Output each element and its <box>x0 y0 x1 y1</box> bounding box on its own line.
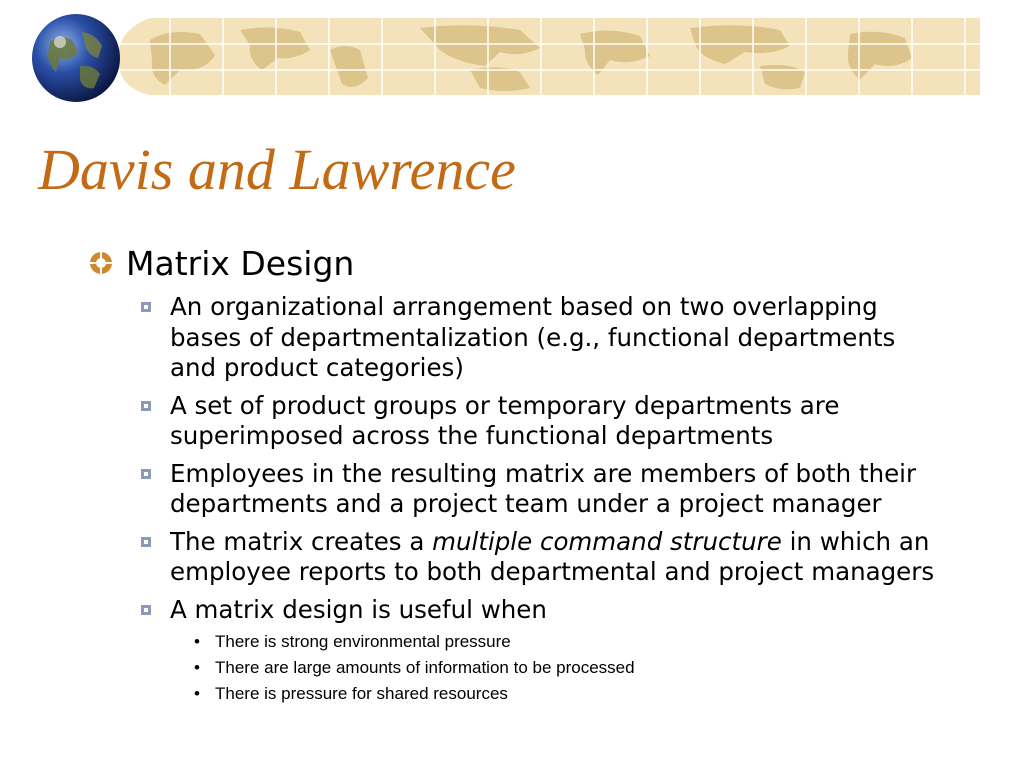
globe-icon <box>30 12 122 104</box>
square-bullet-icon <box>140 604 152 616</box>
slide-title: Davis and Lawrence <box>38 137 516 202</box>
list-item-text: An organizational arrangement based on two overlapping bases of departmentalization (e.g., functional departments and product categories) <box>170 292 896 382</box>
compass-bullet-icon <box>88 250 114 276</box>
sub-list-item <box>88 655 988 681</box>
square-bullet-icon <box>140 301 152 313</box>
heading-item <box>88 244 988 286</box>
sub-list-item <box>88 629 988 655</box>
list-item <box>88 527 940 588</box>
list-item <box>88 459 940 520</box>
list-item <box>88 292 940 384</box>
square-bullet-icon <box>140 536 152 548</box>
dot-bullet-icon: • <box>194 632 200 651</box>
list-item-text: A matrix design is useful when <box>170 594 547 624</box>
dot-bullet-icon: • <box>194 658 200 677</box>
world-map-banner <box>0 0 1024 110</box>
sub-list-item <box>88 681 988 707</box>
sub-list-item-text: There is pressure for shared resources <box>215 684 508 703</box>
heading-text: Matrix Design <box>126 244 355 283</box>
list-item <box>88 595 940 626</box>
list-item-text: Employees in the resulting matrix are members of both their departments and a project team under a project manager <box>170 458 917 518</box>
sub-list-item-text: There are large amounts of information to be processed <box>215 658 635 677</box>
sub-list-item-text: There is strong environmental pressure <box>215 632 511 651</box>
square-bullet-icon <box>140 400 152 412</box>
list-item-text-after: in which an employee reports to both departmental and project managers <box>170 526 935 586</box>
list-item <box>88 391 940 452</box>
square-bullet-icon <box>140 468 152 480</box>
list-item-emphasis: multiple command structure <box>432 526 782 556</box>
list-item-text-before: The matrix creates a <box>170 526 433 556</box>
list-item-text: A set of product groups or temporary departments are superimposed across the functional departments <box>170 390 840 450</box>
slide-content <box>88 244 988 707</box>
dot-bullet-icon: • <box>194 684 200 703</box>
